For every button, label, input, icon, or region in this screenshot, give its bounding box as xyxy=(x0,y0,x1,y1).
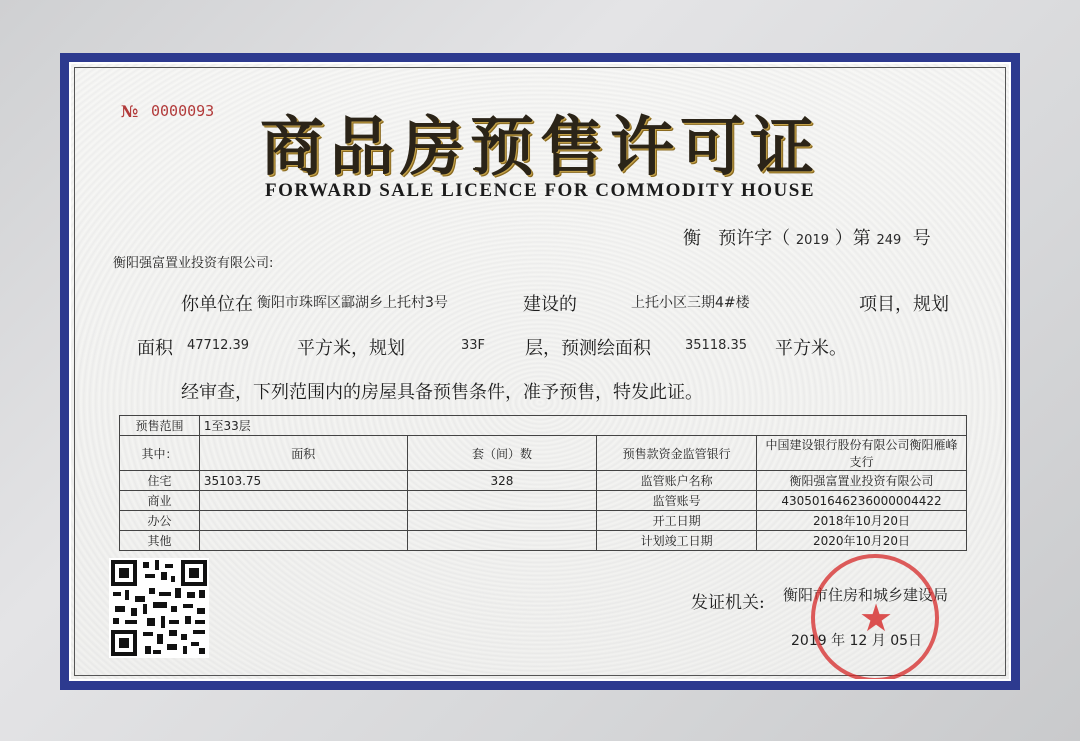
info-value-account-no: 430501646236000004422 xyxy=(757,491,967,511)
permit-number xyxy=(683,224,931,250)
header-area: 面积 xyxy=(199,436,407,471)
row-units xyxy=(407,531,597,551)
line2-label-c: 层，预测绘面积 xyxy=(525,338,651,359)
approval-statement: 经审查，下列范围内的房屋具备预售条件，准予预售，特发此证。 xyxy=(181,382,703,403)
permit-suffix: 号 xyxy=(912,228,931,249)
info-value-account-name: 衡阳强富置业投资有限公司 xyxy=(757,471,967,491)
line2-label-d: 平方米。 xyxy=(775,338,847,359)
info-label-account-name: 监管账户名称 xyxy=(597,471,757,491)
permit-no-value: 249 xyxy=(876,233,902,248)
scope-value: 1至33层 xyxy=(199,416,966,436)
info-label-bank: 预售款资金监管银行 xyxy=(597,436,757,471)
row-area xyxy=(199,511,407,531)
presale-table xyxy=(119,415,967,551)
line2-label-a: 面积 xyxy=(137,338,173,359)
table-header-row xyxy=(120,436,967,471)
info-value-start-date: 2018年10月20日 xyxy=(757,511,967,531)
title-chinese: 商品房预售许可证 xyxy=(260,110,820,185)
row-type: 其他 xyxy=(120,531,200,551)
info-label-account-no: 监管账号 xyxy=(597,491,757,511)
table-row xyxy=(120,491,967,511)
row-units xyxy=(407,491,597,511)
row-type: 商业 xyxy=(120,491,200,511)
info-label-completion-date: 计划竣工日期 xyxy=(597,531,757,551)
issue-date: 2019 年 12 月 05日 xyxy=(791,633,923,649)
row-units: 328 xyxy=(407,471,597,491)
planned-floors: 33F xyxy=(461,338,486,353)
permit-year: 2019 xyxy=(795,233,829,248)
line1-label-a: 你单位在 xyxy=(181,294,253,315)
row-area xyxy=(199,531,407,551)
row-area: 35103.75 xyxy=(199,471,407,491)
row-area xyxy=(199,491,407,511)
table-row xyxy=(120,531,967,551)
row-type: 住宅 xyxy=(120,471,200,491)
info-label-start-date: 开工日期 xyxy=(597,511,757,531)
line1-label-c: 项目，规划 xyxy=(859,294,949,315)
permit-mid: 预许字（ xyxy=(718,228,791,249)
header-type: 其中： xyxy=(120,436,200,471)
permit-close: ）第 xyxy=(834,228,871,249)
serial-label: № xyxy=(121,102,139,121)
row-units xyxy=(407,511,597,531)
qr-code-icon xyxy=(109,558,209,658)
serial-number: 0000093 xyxy=(151,102,215,120)
company-name: 衡阳强富置业投资有限公司: xyxy=(113,256,274,271)
scope-row xyxy=(120,416,967,436)
project-name: 上托小区三期4#楼 xyxy=(631,295,750,311)
official-seal-icon: ★ xyxy=(811,554,939,681)
title-english: FORWARD SALE LICENCE FOR COMMODITY HOUSE xyxy=(264,180,816,201)
certificate-body xyxy=(69,62,1011,681)
permit-prefix: 衡 xyxy=(683,228,701,249)
issuer-name: 衡阳市住房和城乡建设局 xyxy=(783,586,949,604)
row-type: 办公 xyxy=(120,511,200,531)
line1-label-b: 建设的 xyxy=(523,294,577,315)
surveyed-area: 35118.35 xyxy=(685,338,748,353)
table-row xyxy=(120,511,967,531)
issuer-label: 发证机关: xyxy=(691,593,765,613)
info-value-bank: 中国建设银行股份有限公司衡阳雁峰支行 xyxy=(757,436,967,471)
project-address: 衡阳市珠晖区酃湖乡上托村3号 xyxy=(257,295,448,311)
info-value-completion-date: 2020年10月20日 xyxy=(757,531,967,551)
header-units: 套（间）数 xyxy=(407,436,597,471)
line2-label-b: 平方米，规划 xyxy=(297,338,405,359)
table-row xyxy=(120,471,967,491)
planned-area: 47712.39 xyxy=(187,338,250,353)
certificate-frame xyxy=(60,53,1020,690)
scope-label: 预售范围 xyxy=(120,416,200,436)
